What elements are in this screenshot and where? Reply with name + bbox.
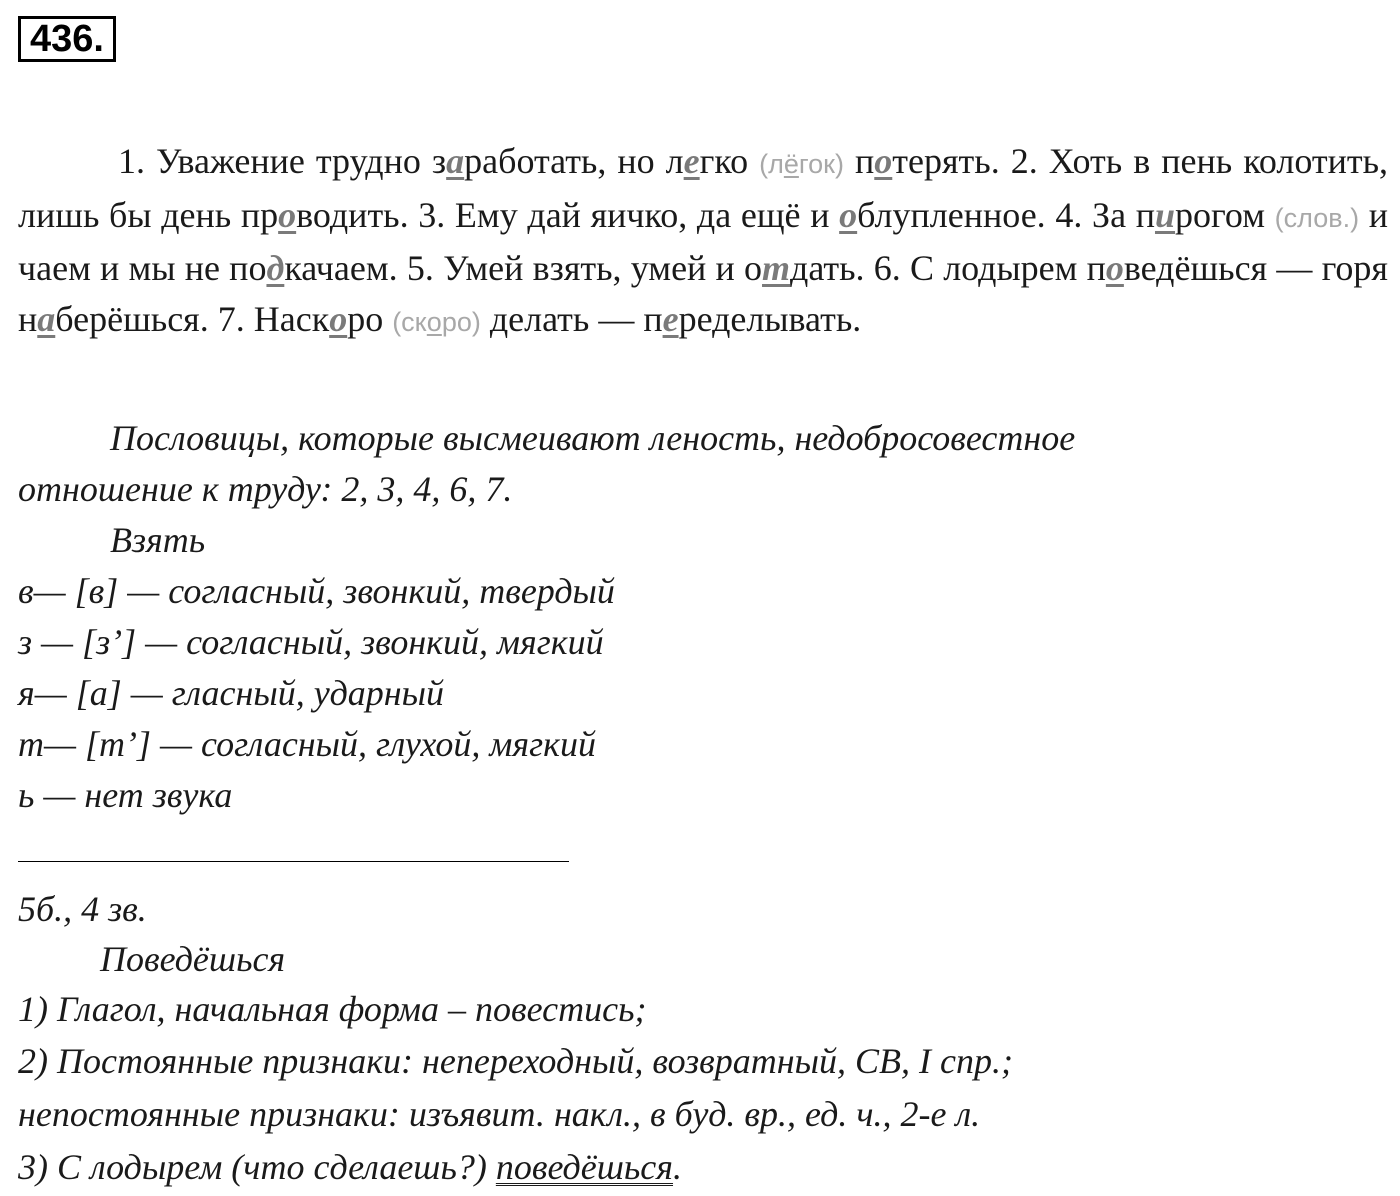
marked-letter: и (1154, 194, 1176, 235)
marked-letter: е (683, 141, 700, 181)
proverb-text: берёшься. 7. Наск (55, 298, 330, 339)
proverb-text: гко (699, 141, 760, 181)
proverb-text: ведёшься — горя н (18, 248, 1388, 339)
morph-line-3: непостоянные признаки: изъявит. накл., в буд. вр., ед. ч., 2-е л. (18, 1094, 981, 1134)
check-word-letter: ё (783, 149, 799, 179)
marked-letter: т (762, 248, 791, 288)
phonetic-line: я— [а] — гласный, ударный (18, 673, 445, 713)
proverb-text: ро (347, 298, 393, 339)
check-word-letter: о (426, 306, 442, 337)
proverb-text: работать, но л (464, 141, 684, 181)
exercise-number: 436. (18, 16, 116, 62)
phonetic-line: в— [в] — согласный, звонкий, твердый (18, 571, 615, 611)
check-word: ро) (441, 306, 481, 337)
proverb-text: терять. 2. Хоть в пень колотить, лишь бы день пр (18, 141, 1389, 235)
proverb-text: делать — п (480, 298, 663, 339)
phonetic-line: т— [т’] — согласный, глухой, мягкий (18, 724, 597, 764)
proverbs-content (18, 141, 1388, 339)
morph-line-1: 1) Глагол, начальная форма – повестись; (18, 989, 647, 1029)
note-line-2: отношение к труду: 2, 3, 4, 6, 7. (18, 469, 513, 509)
check-word: (ск (392, 306, 427, 337)
proverb-text: водить. 3. Ему дай яичко, да ещё и (296, 194, 840, 235)
marked-letter: е (662, 298, 679, 339)
check-word: (слов.) (1274, 202, 1360, 233)
phonetic-line: ь — нет звука (18, 775, 233, 815)
proverb-text: дать. 6. С лодырем п (790, 248, 1106, 288)
morph-line-2: 2) Постоянные признаки: непереходный, возвратный, СВ, I спр.; (18, 1041, 1013, 1081)
proverb-text: рогом (1175, 194, 1275, 235)
check-word: (л (759, 149, 784, 179)
morph-line-4-prefix: 3) С лодырем (что сделаешь?) (18, 1147, 496, 1187)
morph-line-4 (18, 1142, 682, 1192)
proverb-text: п (843, 141, 875, 181)
note-line-1: Пословицы, которые высмеивают леность, недобросовестное (110, 418, 1076, 458)
word-title: Взять (110, 520, 206, 560)
marked-letter: о (839, 194, 858, 235)
marked-letter: а (37, 298, 56, 339)
proverb-text: и чаем и мы не по (18, 194, 1389, 288)
underlined-predicate: поведёшься (495, 1147, 674, 1187)
marked-letter: а (446, 141, 465, 181)
letters-sounds-count: 5б., 4 зв. (18, 889, 147, 929)
check-word: гок) (798, 149, 844, 179)
phonetic-line: з — [з’] — согласный, звонкий, мягкий (18, 622, 604, 662)
proverb-text: качаем. 5. Умей взять, умей и о (284, 248, 763, 288)
marked-letter: о (278, 194, 297, 235)
proverb-text: 1. Уважение трудно з (118, 141, 447, 181)
divider (18, 861, 569, 862)
proverb-text: блупленное. 4. За п (857, 194, 1155, 235)
proverb-text: ределывать. (678, 298, 862, 339)
marked-letter: о (1105, 248, 1124, 288)
parse-word: Поведёшься (100, 939, 286, 979)
proverbs-text (18, 136, 1388, 347)
marked-letter: д (266, 248, 285, 288)
morph-line-4-suffix: . (673, 1147, 683, 1187)
marked-letter: о (874, 141, 893, 181)
marked-letter: о (329, 298, 348, 339)
